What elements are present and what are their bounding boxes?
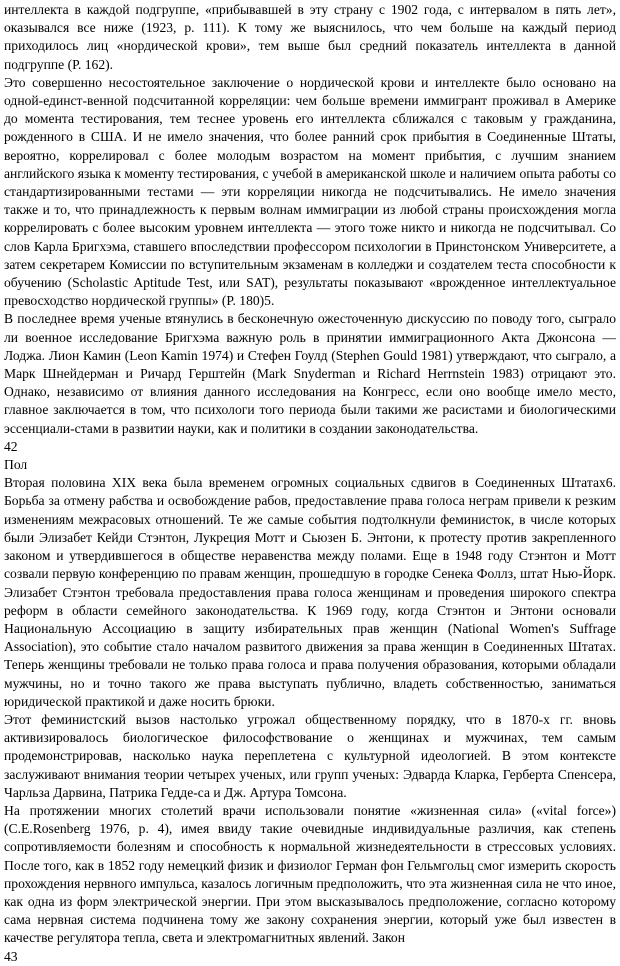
paragraph-nordic-subgroup: интеллекта в каждой подгруппе, «прибывавшей в эту страну с 1902 года, с интервалом в пять лет», оказывался все ниже (1923, p. 111). К тому же выяснилось, что чем больше на каждый период приходилось лиц «нордической крови», тем выше был средний показатель интеллекта в данной подгруппе (Р. 162). bbox=[4, 2, 616, 72]
paragraph-vital-force: На протяжении многих столетий врачи использовали понятие «жизненная сила» («vital force») (C.E.Rosenberg 1976, p. 4), имея ввиду такие очевидные индивидуальные различия, как степень сопротивляемости болезням и способность к нормальной жизнедеятельности в стрессовых условиях. После того, как в 1852 году немецкий физик и физиолог Герман фон Гельмгольц смог измерить скорость прохождения нервного импульса, казалось логичным предположить, что эта жизненная сила не что иное, как одна из форм электрической энергии. При этом высказывалось предположение, согласно которому сама нервная система подчинена тому же закону сохранения энергии, который уже был известен в качестве регулятора тепла, света и электромагнитных явлений. Закон bbox=[4, 802, 616, 946]
paragraph-feminist-challenge: Этот феминистский вызов настолько угрожал общественному порядку, что в 1870-х гг. вновь активизировалось биологическое философствование о женщинах и мужчинах, тем самым продемонстрировав, насколько наука переплетена с культурной идеологией. В этом контексте заслуживают внимания теории четырех ученых, или групп ученых: Эдварда Кларка, Герберта Спенсера, Чарльза Дарвина, Патрика Гедде-са и Дж. Артура Томсона. bbox=[4, 711, 616, 800]
paragraph-correlation-argument: Это совершенно несостоятельное заключение о нордической крови и интеллекте было основано на одной-единст-венной подсчитанной корреляции: чем больше времени иммигрант проживал в Америке до момента тестирования, тем теснее уровень его интеллекта сближался с таковым у гражданина, рожденного в США. И не имело значения, что более ранний срок прибытия в Соединенные Штаты, вероятно, коррелировал с более молодым возрастом на момент прибытия, с лучшим знанием английского языка к моменту тестирования, с учебой в американской школе и наличием опыта работы со стандартизированными тестами — эти корреляции никогда не подсчитывались. Не имело значения также и то, что принадлежность к первым волнам иммиграции из любой страны происхождения могла коррелировать с более высоким уровнем интеллекта — этого тоже никто и никогда не подсчитывал. Со слов Карла Бригхэма, ставшего впоследствии профессором психологии в Принстонском Университете, а затем секретарем Комиссии по вступительным экзаменам в колледжи и создателем теста способности к обучению (Scholastic Aptitude Test, или SAT), результаты показывают «врожденное интеллектуальное превосходство нордической группы» (P. 180)5. bbox=[4, 74, 616, 309]
paragraph-womens-rights: Вторая половина XIX века была временем огромных социальных сдвигов в Соединенных Штатах6. Борьба за отмену рабства и освобождение рабов, предоставление права голоса неграм привели к резким изменениям межрасовых отношений. Те же самые события подтолкнули феминисток, в числе которых были Элизабет Кейди Стэнтон, Лукреция Мотт и Сьюзен Б. Энтони, к протесту против закрепленного законом и утвердившегося в обществе неравенства между полами. Еще в 1948 году Стэнтон и Мотт созвали первую конференцию по правам женщин, прошедшую в городке Сенека Фоллз, штат Нью-Йорк. Элизабет Стэнтон требовала предоставления права голоса женщинам и проведения широкого спектра реформ в области семейного законодательства. К 1969 году, когда Стэнтон и Энтони основали Национальную Ассоциацию в защиту избирательных прав женщин (National Women's Suffrage Association), это событие стало началом развитого движения за права женщин в Соединенных Штатах. Теперь женщины требовали не только права голоса и права получения образования, которыми обладали мужчины, но и точно такого же права выступать публично, владеть собственностью, заниматься юридической практикой и даже носить брюки. bbox=[4, 475, 616, 709]
section-heading-gender: Пол bbox=[4, 457, 28, 473]
paragraph-brigham-debate: В последнее время ученые втянулись в бесконечную ожесточенную дискуссию по поводу того, сыграло ли военное исследование Бригхэма важную роль в принятии иммиграционного Акта Джонсона — Лоджа. Лион Камин (Leon Kamin 1974) и Стефен Гоулд (Stephen Gould 1981) утверждают, что сыграло, а Марк Шнейдерман и Ричард Герштейн (Mark Snyderman и Richard Herrnstein 1983) отрицают это. Однако, независимо от влияния данного исследования на Конгресс, если оно вообще имело место, главное заключается в том, что психологи того периода были такими же расистами и биологическими эссенциали-стами в развитии науки, как и политики в создании законодательства. bbox=[4, 311, 616, 436]
page-number-42: 42 bbox=[4, 438, 18, 454]
page-number-43: 43 bbox=[4, 948, 18, 964]
